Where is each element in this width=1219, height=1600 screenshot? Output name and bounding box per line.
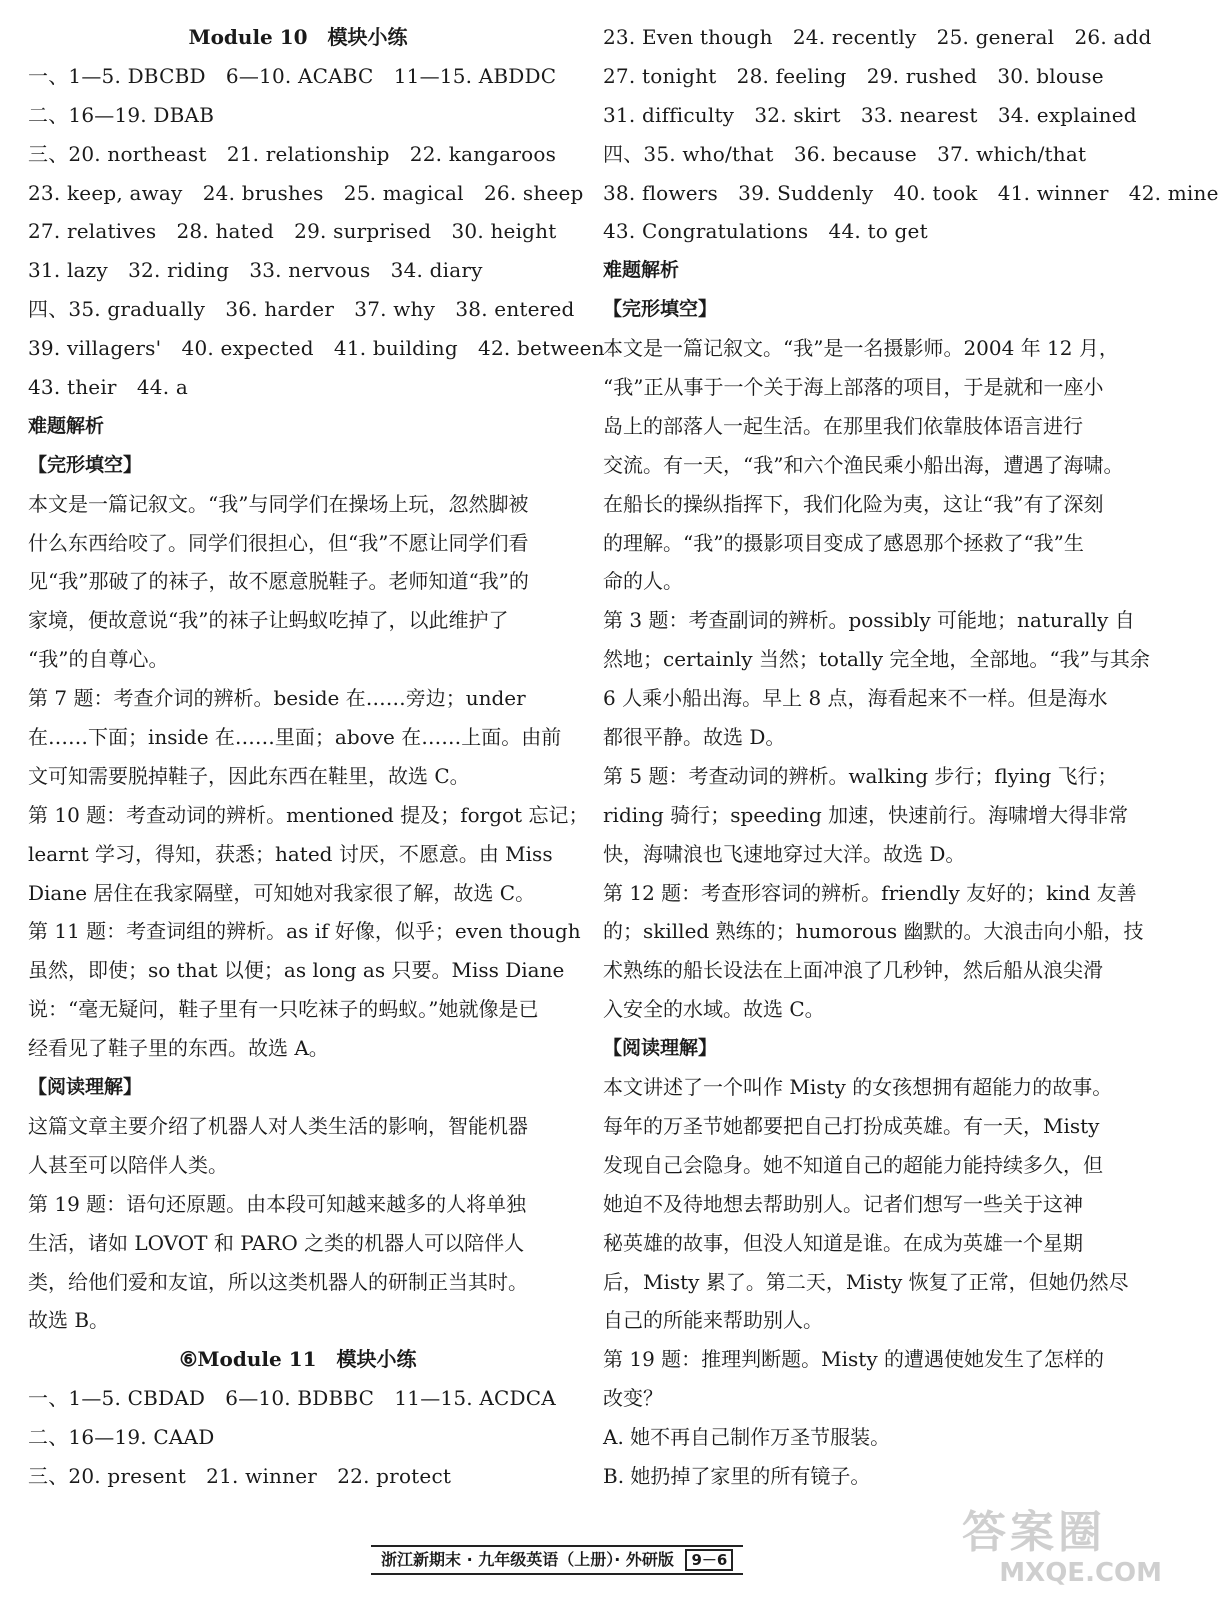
left-column-line-answers: 23. keep, away 24. brushes 25. magical 26. sheep xyxy=(28,180,584,205)
right-column-line-text: 都很平静。故选 D。 xyxy=(603,725,786,750)
left-column-line-title: ⑥Module 11 模块小练 xyxy=(179,1347,417,1372)
left-column-line-text: learnt 学习，得知，获悉；hated 讨厌，不愿意。由 Miss xyxy=(28,841,553,866)
right-column-line-text: 入安全的水域。故选 C。 xyxy=(603,997,825,1022)
right-column-line-text: 快，海啸浪也飞速地穿过大洋。故选 D。 xyxy=(603,841,966,866)
right-column-line-text: 改变？ xyxy=(603,1386,663,1411)
right-column-line-answers: 27. tonight 28. feeling 29. rushed 30. blouse xyxy=(603,63,1104,88)
left-column-line-answers: 27. relatives 28. hated 29. surprised 30. height xyxy=(28,219,557,244)
left-column-line-text: 家境，便故意说“我”的袜子让蚂蚁吃掉了，以此维护了 xyxy=(28,608,509,633)
right-column-line-text: 每年的万圣节她都要把自己打扮成英雄。有一天，Misty xyxy=(603,1113,1100,1138)
right-column-line-answers: 23. Even though 24. recently 25. general 26. add xyxy=(603,25,1152,49)
right-column-line-text: 发现自己会隐身。她不知道自己的超能力能持续多久，但 xyxy=(603,1152,1103,1177)
left-column-line-head: 【完形填空】 xyxy=(28,453,143,476)
left-column-line-answers: 二、16—19. CAAD xyxy=(28,1425,215,1450)
right-column-line-text: 秘英雄的故事，但没人知道是谁。在成为英雄一个星期 xyxy=(603,1230,1083,1255)
left-column-line-text: 在……下面；inside 在……里面；above 在……上面。由前 xyxy=(28,725,562,750)
right-column-line-answers: 43. Congratulations 44. to get xyxy=(603,219,928,244)
left-column-line-answers: 39. villagers' 40. expected 41. building 42. between xyxy=(28,336,605,361)
watermark-url: MXQE.COM xyxy=(999,1558,1162,1588)
right-column-line-text: A. 她不再自己制作万圣节服装。 xyxy=(603,1425,891,1450)
right-column-line-text: riding 骑行；speeding 加速，快速前行。海啸增大得非常 xyxy=(603,802,1129,827)
right-column-line-text: 岛上的部落人一起生活。在那里我们依靠肢体语言进行 xyxy=(603,413,1083,438)
right-column-line-answers: 四、35. who/that 36. because 37. which/that xyxy=(603,141,1087,166)
right-column-line-text: 的理解。“我”的摄影项目变成了感恩那个拯救了“我”生 xyxy=(603,530,1084,555)
right-column-line-text: 第 12 题：考查形容词的辨析。friendly 友好的；kind 友善 xyxy=(603,880,1137,905)
right-column-line-text: 6 人乘小船出海。早上 8 点，海看起来不一样。但是海水 xyxy=(603,686,1108,711)
right-column-line-text: 然地；certainly 当然；totally 完全地，全部地。“我”与其余 xyxy=(603,647,1150,672)
footer-text: 浙江新期末 · 九年级英语（上册）· 外研版 xyxy=(381,1550,674,1569)
right-column-line-text: B. 她扔掉了家里的所有镜子。 xyxy=(603,1463,871,1488)
right-column-line-text: 在船长的操纵指挥下，我们化险为夷，这让“我”有了深刻 xyxy=(603,491,1104,516)
right-column-line-text: 自己的所能来帮助别人。 xyxy=(603,1308,823,1333)
left-column-line-text: 类，给他们爱和友谊，所以这类机器人的研制正当其时。 xyxy=(28,1269,528,1294)
right-column xyxy=(603,18,1219,1496)
right-column-line-text: “我”正从事于一个关于海上部落的项目，于是就和一座小 xyxy=(603,375,1104,400)
right-column-line-text: 第 5 题：考查动词的辨析。walking 步行；flying 飞行； xyxy=(603,763,1118,788)
right-column-line-text: 术熟练的船长设法在上面冲浪了几秒钟，然后船从浪尖滑 xyxy=(603,958,1103,983)
left-column-line-text: 见“我”那破了的袜子，故不愿意脱鞋子。老师知道“我”的 xyxy=(28,569,529,594)
left-column-line-text: 故选 B。 xyxy=(28,1308,110,1333)
left-column-line-head: 【阅读理解】 xyxy=(28,1076,143,1099)
left-column-line-answers: 三、20. northeast 21. relationship 22. kangaroos xyxy=(28,141,557,166)
left-column-line-text: 生活，诸如 LOVOT 和 PARO 之类的机器人可以陪伴人 xyxy=(28,1230,525,1255)
left-column-line-answers: 43. their 44. a xyxy=(28,375,188,400)
right-column-line-text: 第 19 题：推理判断题。Misty 的遭遇使她发生了怎样的 xyxy=(603,1347,1104,1372)
left-column-line-answers: 31. lazy 32. riding 33. nervous 34. diary xyxy=(28,258,483,283)
left-column-line-title: Module 10 模块小练 xyxy=(188,25,408,49)
left-column-line-text: “我”的自尊心。 xyxy=(28,647,169,672)
page-number: 9－6 xyxy=(685,1549,733,1571)
left-column-line-text: Diane 居住在我家隔壁，可知她对我家很了解，故选 C。 xyxy=(28,880,536,905)
left-column-line-text: 第 11 题：考查词组的辨析。as if 好像，似乎；even though xyxy=(28,919,581,944)
right-column-line-text: 本文讲述了一个叫作 Misty 的女孩想拥有超能力的故事。 xyxy=(603,1075,1113,1100)
right-column-line-text: 第 3 题：考查副词的辨析。possibly 可能地；naturally 自 xyxy=(603,608,1135,633)
left-column-line-text: 经看见了鞋子里的东西。故选 A。 xyxy=(28,1036,329,1061)
right-column-line-text: 她迫不及待地想去帮助别人。记者们想写一些关于这神 xyxy=(603,1191,1083,1216)
left-column-line-text: 文可知需要脱掉鞋子，因此东西在鞋里，故选 C。 xyxy=(28,763,470,788)
right-column-line-text: 后，Misty 累了。第二天，Misty 恢复了正常，但她仍然尽 xyxy=(603,1269,1129,1294)
left-column xyxy=(28,18,605,1496)
left-column-line-text: 第 7 题：考查介词的辨析。beside 在……旁边；under xyxy=(28,686,526,711)
right-column-line-head: 难题解析 xyxy=(603,259,680,282)
left-column-line-text: 第 10 题：考查动词的辨析。mentioned 提及；forgot 忘记； xyxy=(28,802,589,827)
right-column-line-text: 的；skilled 熟练的；humorous 幽默的。大浪击向小船，技 xyxy=(603,919,1144,944)
right-column-line-head: 【阅读理解】 xyxy=(603,1037,718,1060)
left-column-line-text: 这篇文章主要介绍了机器人对人类生活的影响，智能机器 xyxy=(28,1113,528,1138)
watermark-logo xyxy=(962,1508,1162,1594)
left-column-line-text: 本文是一篇记叙文。“我”与同学们在操场上玩，忽然脚被 xyxy=(28,491,529,516)
right-column-line-text: 命的人。 xyxy=(603,569,683,594)
left-column-line-answers: 三、20. present 21. winner 22. protect xyxy=(28,1463,452,1488)
right-column-line-answers: 31. difficulty 32. skirt 33. nearest 34. explained xyxy=(603,102,1137,127)
watermark-text: 答案圈 xyxy=(962,1507,1106,1558)
page-footer xyxy=(371,1545,743,1575)
right-column-line-text: 交流。有一天，“我”和六个渔民乘小船出海，遭遇了海啸。 xyxy=(603,452,1124,477)
left-column-line-head: 难题解析 xyxy=(28,414,105,437)
left-column-line-text: 说：“毫无疑问，鞋子里有一只吃袜子的蚂蚁。”她就像是已 xyxy=(28,997,539,1022)
left-column-line-text: 虽然，即使；so that 以便；as long as 只要。Miss Diane xyxy=(28,958,565,983)
left-column-line-text: 什么东西给咬了。同学们很担心，但“我”不愿让同学们看 xyxy=(28,530,529,555)
left-column-line-text: 第 19 题：语句还原题。由本段可知越来越多的人将单独 xyxy=(28,1191,527,1216)
left-column-line-answers: 一、1—5. DBCBD 6—10. ACABC 11—15. ABDDC xyxy=(28,63,557,88)
right-column-line-answers: 38. flowers 39. Suddenly 40. took 41. winner 42. mine xyxy=(603,180,1219,205)
left-column-line-text: 人甚至可以陪伴人类。 xyxy=(28,1152,228,1177)
left-column-line-answers: 一、1—5. CBDAD 6—10. BDBBC 11—15. ACDCA xyxy=(28,1386,556,1411)
right-column-line-head: 【完形填空】 xyxy=(603,298,718,321)
left-column-line-answers: 二、16—19. DBAB xyxy=(28,102,215,127)
left-column-line-answers: 四、35. gradually 36. harder 37. why 38. entered xyxy=(28,297,575,322)
right-column-line-text: 本文是一篇记叙文。“我”是一名摄影师。2004 年 12 月， xyxy=(603,336,1119,361)
